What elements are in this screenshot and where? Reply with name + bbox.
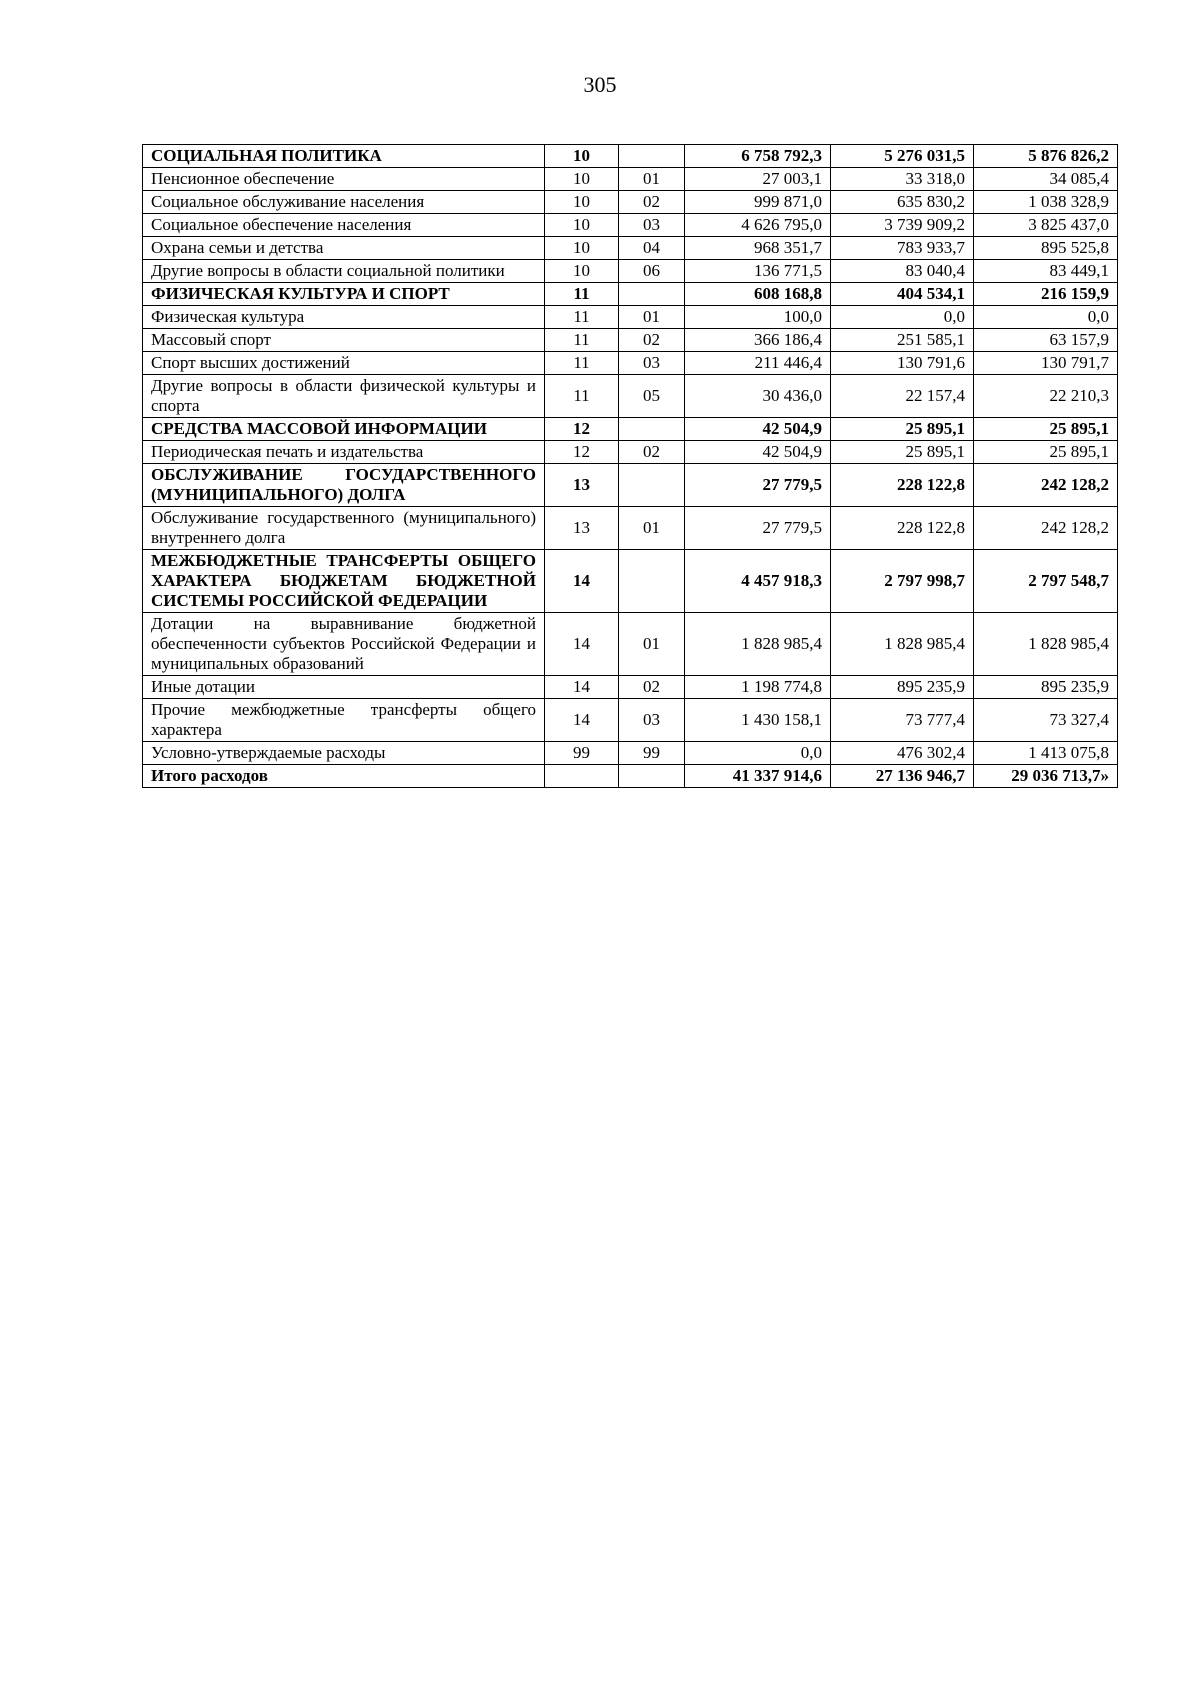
- amount-year1-cell: 366 186,4: [685, 329, 831, 352]
- amount-year2-cell: 83 040,4: [831, 260, 974, 283]
- amount-year2-cell: 25 895,1: [831, 441, 974, 464]
- amount-year2-cell: 73 777,4: [831, 699, 974, 742]
- amount-year2-cell: 228 122,8: [831, 507, 974, 550]
- amount-year1-cell: 30 436,0: [685, 375, 831, 418]
- section-code-cell: 14: [545, 676, 619, 699]
- amount-year1-cell: 608 168,8: [685, 283, 831, 306]
- amount-year1-cell: 1 828 985,4: [685, 613, 831, 676]
- section-code-cell: 10: [545, 237, 619, 260]
- amount-year3-cell: 22 210,3: [974, 375, 1118, 418]
- amount-year1-cell: 27 779,5: [685, 464, 831, 507]
- row-name-cell: Охрана семьи и детства: [143, 237, 545, 260]
- section-code-cell: 99: [545, 742, 619, 765]
- amount-year3-cell: 895 525,8: [974, 237, 1118, 260]
- row-name-cell: Иные дотации: [143, 676, 545, 699]
- row-name-cell: Пенсионное обеспечение: [143, 168, 545, 191]
- amount-year3-cell: 1 413 075,8: [974, 742, 1118, 765]
- subsection-code-cell: 01: [619, 168, 685, 191]
- section-code-cell: 11: [545, 283, 619, 306]
- amount-year2-cell: 2 797 998,7: [831, 550, 974, 613]
- row-name-cell: Итого расходов: [143, 765, 545, 788]
- amount-year3-cell: 5 876 826,2: [974, 145, 1118, 168]
- amount-year1-cell: 211 446,4: [685, 352, 831, 375]
- section-code-cell: 13: [545, 507, 619, 550]
- amount-year1-cell: 1 430 158,1: [685, 699, 831, 742]
- subsection-code-cell: [619, 550, 685, 613]
- row-name-cell: ФИЗИЧЕСКАЯ КУЛЬТУРА И СПОРТ: [143, 283, 545, 306]
- row-name-cell: Прочие межбюджетные трансферты общего характера: [143, 699, 545, 742]
- amount-year3-cell: 242 128,2: [974, 507, 1118, 550]
- amount-year2-cell: 404 534,1: [831, 283, 974, 306]
- amount-year3-cell: 1 038 328,9: [974, 191, 1118, 214]
- amount-year2-cell: 22 157,4: [831, 375, 974, 418]
- row-name-cell: Спорт высших достижений: [143, 352, 545, 375]
- section-code-cell: 12: [545, 418, 619, 441]
- amount-year2-cell: 476 302,4: [831, 742, 974, 765]
- amount-year1-cell: 100,0: [685, 306, 831, 329]
- row-name-cell: ОБСЛУЖИВАНИЕ ГОСУДАРСТВЕННОГО (МУНИЦИПАЛЬНОГО) ДОЛГА: [143, 464, 545, 507]
- amount-year1-cell: 42 504,9: [685, 418, 831, 441]
- table-row: [143, 613, 1118, 676]
- amount-year1-cell: 1 198 774,8: [685, 676, 831, 699]
- section-code-cell: 10: [545, 145, 619, 168]
- table-row: [143, 352, 1118, 375]
- amount-year2-cell: 895 235,9: [831, 676, 974, 699]
- subsection-code-cell: 05: [619, 375, 685, 418]
- table-row: [143, 418, 1118, 441]
- subsection-code-cell: 03: [619, 699, 685, 742]
- amount-year3-cell: 2 797 548,7: [974, 550, 1118, 613]
- amount-year2-cell: 27 136 946,7: [831, 765, 974, 788]
- row-name-cell: Другие вопросы в области физической культуры и спорта: [143, 375, 545, 418]
- amount-year1-cell: 41 337 914,6: [685, 765, 831, 788]
- table-row: [143, 742, 1118, 765]
- table-row: [143, 145, 1118, 168]
- amount-year3-cell: 34 085,4: [974, 168, 1118, 191]
- table-row: [143, 260, 1118, 283]
- row-name-cell: Обслуживание государственного (муниципального) внутреннего долга: [143, 507, 545, 550]
- subsection-code-cell: 06: [619, 260, 685, 283]
- amount-year2-cell: 1 828 985,4: [831, 613, 974, 676]
- amount-year2-cell: 228 122,8: [831, 464, 974, 507]
- amount-year1-cell: 136 771,5: [685, 260, 831, 283]
- row-name-cell: СОЦИАЛЬНАЯ ПОЛИТИКА: [143, 145, 545, 168]
- amount-year2-cell: 33 318,0: [831, 168, 974, 191]
- subsection-code-cell: 02: [619, 441, 685, 464]
- table-row: [143, 699, 1118, 742]
- row-name-cell: Физическая культура: [143, 306, 545, 329]
- row-name-cell: СРЕДСТВА МАССОВОЙ ИНФОРМАЦИИ: [143, 418, 545, 441]
- table-row: [143, 214, 1118, 237]
- row-name-cell: Социальное обслуживание населения: [143, 191, 545, 214]
- subsection-code-cell: [619, 464, 685, 507]
- subsection-code-cell: 03: [619, 214, 685, 237]
- amount-year1-cell: 968 351,7: [685, 237, 831, 260]
- amount-year3-cell: 25 895,1: [974, 418, 1118, 441]
- section-code-cell: 11: [545, 375, 619, 418]
- row-name-cell: Другие вопросы в области социальной политики: [143, 260, 545, 283]
- amount-year1-cell: 27 003,1: [685, 168, 831, 191]
- section-code-cell: 11: [545, 329, 619, 352]
- row-name-cell: Дотации на выравнивание бюджетной обеспеченности субъектов Российской Федерации и муниципальных образований: [143, 613, 545, 676]
- section-code-cell: 10: [545, 168, 619, 191]
- table-row: [143, 464, 1118, 507]
- section-code-cell: 14: [545, 550, 619, 613]
- table-row: [143, 676, 1118, 699]
- table-row: [143, 375, 1118, 418]
- subsection-code-cell: 02: [619, 676, 685, 699]
- table-row: [143, 237, 1118, 260]
- amount-year3-cell: 73 327,4: [974, 699, 1118, 742]
- table-row: [143, 306, 1118, 329]
- amount-year3-cell: 83 449,1: [974, 260, 1118, 283]
- amount-year3-cell: 216 159,9: [974, 283, 1118, 306]
- budget-table-body: [143, 145, 1118, 788]
- subsection-code-cell: [619, 145, 685, 168]
- amount-year3-cell: 242 128,2: [974, 464, 1118, 507]
- budget-table: [142, 144, 1118, 788]
- page-number: 305: [583, 72, 617, 97]
- section-code-cell: [545, 765, 619, 788]
- table-row: [143, 168, 1118, 191]
- subsection-code-cell: [619, 418, 685, 441]
- subsection-code-cell: 01: [619, 507, 685, 550]
- amount-year3-cell: 3 825 437,0: [974, 214, 1118, 237]
- table-row: [143, 191, 1118, 214]
- table-row: [143, 441, 1118, 464]
- amount-year3-cell: 1 828 985,4: [974, 613, 1118, 676]
- table-row: [143, 283, 1118, 306]
- amount-year1-cell: 6 758 792,3: [685, 145, 831, 168]
- section-code-cell: 11: [545, 306, 619, 329]
- amount-year1-cell: 42 504,9: [685, 441, 831, 464]
- subsection-code-cell: 01: [619, 306, 685, 329]
- section-code-cell: 14: [545, 699, 619, 742]
- subsection-code-cell: [619, 283, 685, 306]
- section-code-cell: 10: [545, 260, 619, 283]
- amount-year3-cell: 130 791,7: [974, 352, 1118, 375]
- section-code-cell: 12: [545, 441, 619, 464]
- amount-year1-cell: 999 871,0: [685, 191, 831, 214]
- row-name-cell: Социальное обеспечение населения: [143, 214, 545, 237]
- amount-year2-cell: 251 585,1: [831, 329, 974, 352]
- subsection-code-cell: 03: [619, 352, 685, 375]
- amount-year3-cell: 63 157,9: [974, 329, 1118, 352]
- amount-year2-cell: 783 933,7: [831, 237, 974, 260]
- amount-year2-cell: 635 830,2: [831, 191, 974, 214]
- amount-year3-cell: 0,0: [974, 306, 1118, 329]
- amount-year3-cell: 895 235,9: [974, 676, 1118, 699]
- row-name-cell: МЕЖБЮДЖЕТНЫЕ ТРАНСФЕРТЫ ОБЩЕГО ХАРАКТЕРА БЮДЖЕТАМ БЮДЖЕТНОЙ СИСТЕМЫ РОССИЙСКОЙ ФЕДЕРАЦИИ: [143, 550, 545, 613]
- amount-year2-cell: 5 276 031,5: [831, 145, 974, 168]
- subsection-code-cell: [619, 765, 685, 788]
- amount-year2-cell: 0,0: [831, 306, 974, 329]
- amount-year2-cell: 25 895,1: [831, 418, 974, 441]
- section-code-cell: 14: [545, 613, 619, 676]
- amount-year3-cell: 29 036 713,7»: [974, 765, 1118, 788]
- amount-year3-cell: 25 895,1: [974, 441, 1118, 464]
- section-code-cell: 10: [545, 191, 619, 214]
- amount-year2-cell: 130 791,6: [831, 352, 974, 375]
- subsection-code-cell: 02: [619, 191, 685, 214]
- table-row: [143, 329, 1118, 352]
- table-row: [143, 765, 1118, 788]
- table-row: [143, 507, 1118, 550]
- subsection-code-cell: 99: [619, 742, 685, 765]
- section-code-cell: 13: [545, 464, 619, 507]
- amount-year1-cell: 0,0: [685, 742, 831, 765]
- row-name-cell: Массовый спорт: [143, 329, 545, 352]
- amount-year1-cell: 4 457 918,3: [685, 550, 831, 613]
- section-code-cell: 11: [545, 352, 619, 375]
- section-code-cell: 10: [545, 214, 619, 237]
- row-name-cell: Периодическая печать и издательства: [143, 441, 545, 464]
- subsection-code-cell: 01: [619, 613, 685, 676]
- subsection-code-cell: 02: [619, 329, 685, 352]
- amount-year1-cell: 4 626 795,0: [685, 214, 831, 237]
- table-row: [143, 550, 1118, 613]
- amount-year2-cell: 3 739 909,2: [831, 214, 974, 237]
- row-name-cell: Условно-утверждаемые расходы: [143, 742, 545, 765]
- amount-year1-cell: 27 779,5: [685, 507, 831, 550]
- subsection-code-cell: 04: [619, 237, 685, 260]
